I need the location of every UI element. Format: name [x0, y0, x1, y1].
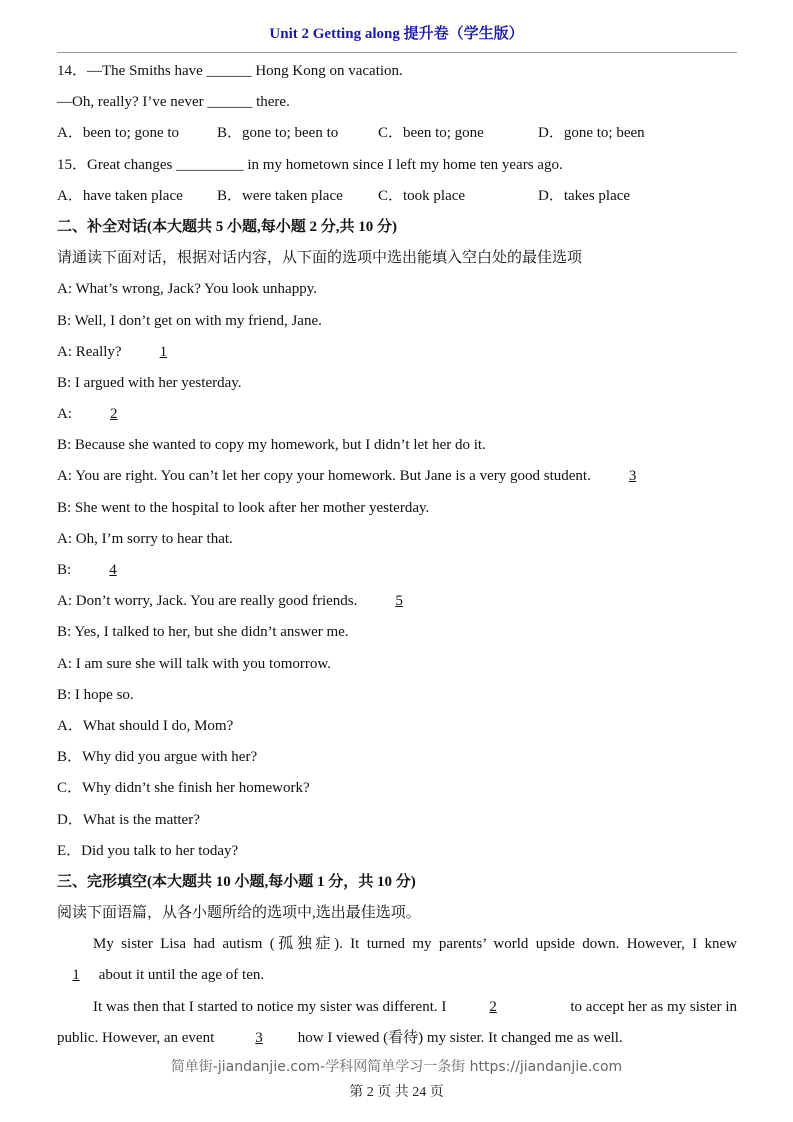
dialog-line: [57, 337, 737, 368]
passage-text: to accept her as my sister in: [570, 998, 737, 1015]
dialog-line: [57, 399, 737, 430]
dialog-text: B: I argued with her yesterday.: [57, 374, 242, 391]
dialog-text: B: I hope so.: [57, 686, 134, 703]
page-header: Unit 2 Getting along 提升卷（学生版）: [269, 26, 524, 42]
blank: 2: [489, 998, 497, 1015]
passage-text: how I viewed (看待) my sister. It changed me as well.: [294, 1029, 623, 1046]
blank: 1: [72, 967, 80, 984]
dialog-text: B: She went to the hospital to look after her mother yesterday.: [57, 499, 430, 516]
option: B．were taken place: [217, 187, 343, 204]
section3-instruction: 阅读下面语篇，从各小题所给的选项中,选出最佳选项。: [57, 905, 421, 922]
dialog-text: A: Really?: [57, 343, 126, 360]
section3-heading: 三、完形填空(本大题共 10 小题,每小题 1 分，共 10 分): [57, 873, 416, 890]
q15-options: [57, 181, 737, 212]
dialog-line: [57, 524, 737, 555]
option: D．gone to; been: [538, 125, 645, 142]
q14-line1: 14．—The Smiths have ______ Hong Kong on vacation.: [57, 63, 403, 79]
q14-options: [57, 118, 737, 149]
dialog-text: B: Well, I don’t get on with my friend, Jane.: [57, 312, 322, 329]
dialog-line: [57, 368, 737, 399]
blank: 4: [109, 562, 117, 578]
dialog-line: [57, 649, 737, 680]
dialog-text: B: Yes, I talked to her, but she didn’t answer me.: [57, 624, 349, 641]
section2-heading: 二、补全对话(本大题共 5 小题,每小题 2 分,共 10 分): [57, 218, 397, 235]
dialog-line: [57, 274, 737, 305]
option: A．been to; gone to: [57, 125, 180, 142]
dialog-text: A: I am sure she will talk with you tomorrow.: [57, 655, 331, 672]
option: A．have taken place: [57, 187, 183, 204]
option: D．takes place: [538, 187, 631, 204]
dialog-text: A: You are right. You can’t let her copy your homework. But Jane is a very good student.: [57, 468, 595, 485]
dialog-text: B:: [57, 562, 75, 578]
watermark: 简单街-jiandanjie.com-学科网简单学习一条街 https://jiandanjie.com: [170, 1059, 623, 1075]
dialog-line: [57, 586, 737, 617]
blank: 3: [255, 1029, 263, 1046]
dialog-text: A:: [57, 406, 76, 423]
passage-line: [57, 1023, 737, 1054]
blank: 1: [159, 343, 168, 360]
dialog: [57, 274, 737, 711]
passage-text: about it until the age of ten.: [95, 967, 265, 984]
document-body: [57, 56, 737, 1054]
choice: E．Did you talk to her today?: [57, 842, 239, 859]
choice: C．Why didn’t she finish her homework?: [57, 780, 310, 797]
page-number: 第 2 页 共 24 页: [349, 1085, 444, 1100]
header-divider: [57, 52, 737, 53]
blank: 2: [110, 406, 118, 423]
option: B．gone to; been to: [217, 125, 339, 142]
dialog-line: [57, 493, 737, 524]
blank: 3: [628, 468, 637, 485]
passage-line: [57, 992, 737, 1023]
passage-line: My sister Lisa had autism (孤独症). It turned my parents’ world upside down. However, I knew: [93, 936, 737, 953]
option: C．took place: [378, 187, 466, 204]
dialog-text: A: Don’t worry, Jack. You are really good friends.: [57, 593, 362, 610]
dialog-line: [57, 430, 737, 461]
passage-text: It was then that I started to notice my sister was different. I: [93, 998, 451, 1015]
dialog-text: A: Oh, I’m sorry to hear that.: [57, 530, 233, 547]
dialog-text: B: Because she wanted to copy my homework, but I didn’t let her do it.: [57, 437, 486, 454]
blank: 5: [395, 593, 403, 610]
dialog-line: [57, 680, 737, 711]
dialog-line: [57, 617, 737, 648]
passage-line: [57, 960, 737, 991]
choice: A．What should I do, Mom?: [57, 717, 234, 734]
dialog-line: [57, 306, 737, 337]
dialog-line: [57, 461, 737, 492]
q14-line2: —Oh, really? I’ve never ______ there.: [57, 94, 290, 111]
q15-line1: 15．Great changes _________ in my hometown since I left my home ten years ago.: [57, 156, 563, 173]
dialog-text: A: What’s wrong, Jack? You look unhappy.: [57, 281, 317, 298]
passage-text: public. However, an event: [57, 1029, 219, 1046]
choice: B．Why did you argue with her?: [57, 749, 258, 766]
option: C．been to; gone: [378, 125, 484, 142]
dialog-line: [57, 555, 737, 586]
section2-instruction: 请通读下面对话，根据对话内容，从下面的选项中选出能填入空白处的最佳选项: [57, 250, 583, 267]
choice: D．What is the matter?: [57, 811, 200, 828]
